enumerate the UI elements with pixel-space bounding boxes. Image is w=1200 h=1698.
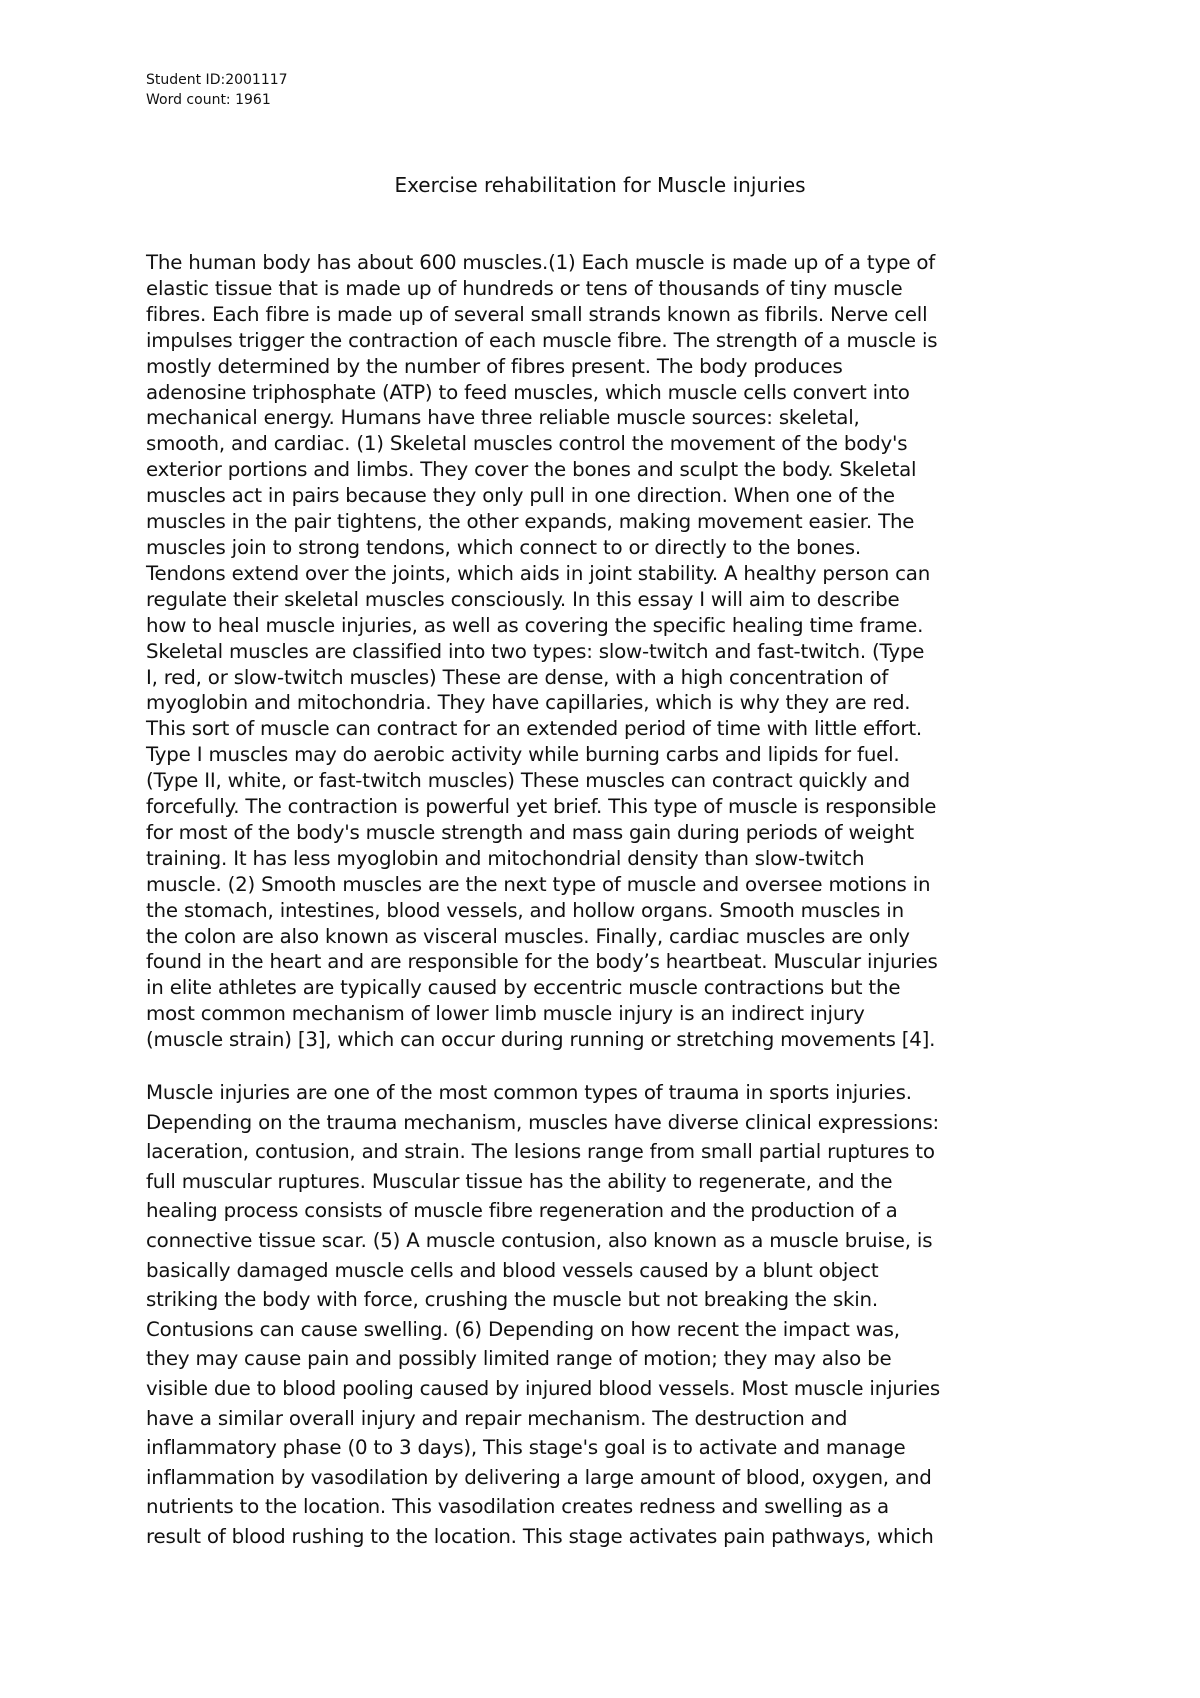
paragraph-line: most common mechanism of lower limb muscle injury is an indirect injury [146, 1002, 865, 1026]
paragraph-line: forcefully. The contraction is powerful yet brief. This type of muscle is responsible [146, 795, 937, 819]
document-title: Exercise rehabilitation for Muscle injuries [394, 173, 806, 197]
paragraph-line: Type I muscles may do aerobic activity while burning carbs and lipids for fuel. [146, 743, 900, 767]
paragraph-line: adenosine triphosphate (ATP) to feed muscles, which muscle cells convert into [146, 380, 910, 404]
paragraph-line: fibres. Each fibre is made up of several small strands known as fibrils. Nerve cell [146, 302, 928, 326]
paragraph-line: result of blood rushing to the location. This stage activates pain pathways, which [146, 1524, 934, 1548]
paragraph-line: inflammatory phase (0 to 3 days), This stage's goal is to activate and manage [146, 1436, 906, 1460]
paragraph-line: the colon are also known as visceral muscles. Finally, cardiac muscles are only [146, 924, 910, 948]
paragraph-line: Depending on the trauma mechanism, muscles have diverse clinical expressions: [146, 1110, 940, 1134]
paragraph-line: Contusions can cause swelling. (6) Depending on how recent the impact was, [146, 1317, 900, 1341]
paragraph-line: The human body has about 600 muscles.(1) Each muscle is made up of a type of [146, 251, 936, 274]
paragraph-line: exterior portions and limbs. They cover the bones and sculpt the body. Skeletal [146, 458, 917, 482]
paragraph-line: mechanical energy. Humans have three reliable muscle sources: skeletal, [146, 406, 860, 430]
student-id: Student ID:2001117 [146, 72, 288, 88]
document-header [146, 70, 288, 110]
paragraph-line: healing process consists of muscle fibre regeneration and the production of a [146, 1199, 898, 1223]
paragraph-line: muscles in the pair tightens, the other expands, making movement easier. The [146, 510, 915, 534]
paragraph-line: Skeletal muscles are classified into two types: slow-twitch and fast-twitch. (Type [146, 639, 925, 663]
paragraph-line: have a similar overall injury and repair mechanism. The destruction and [146, 1406, 848, 1430]
paragraph-line: (muscle strain) [3], which can occur during running or stretching movements [4]. [146, 1028, 936, 1052]
paragraph-line: muscles act in pairs because they only pull in one direction. When one of the [146, 484, 895, 508]
paragraph-line: striking the body with force, crushing the muscle but not breaking the skin. [146, 1288, 878, 1312]
paragraph-line: full muscular ruptures. Muscular tissue has the ability to regenerate, and the [146, 1169, 893, 1193]
paragraph-line: I, red, or slow-twitch muscles) These are dense, with a high concentration of [146, 665, 889, 689]
paragraph-line: regulate their skeletal muscles consciously. In this essay I will aim to describe [146, 587, 900, 611]
paragraph-line: the stomach, intestines, blood vessels, and hollow organs. Smooth muscles in [146, 898, 904, 922]
paragraph-line: connective tissue scar. (5) A muscle contusion, also known as a muscle bruise, is [146, 1228, 933, 1252]
paragraph-line: myoglobin and mitochondria. They have capillaries, which is why they are red. [146, 691, 911, 715]
paragraph-line: in elite athletes are typically caused by eccentric muscle contractions but the [146, 976, 901, 1000]
paragraph-line: visible due to blood pooling caused by injured blood vessels. Most muscle injuries [146, 1376, 941, 1400]
paragraph-line: nutrients to the location. This vasodilation creates redness and swelling as a [146, 1495, 889, 1519]
paragraph-line: they may cause pain and possibly limited range of motion; they may also be [146, 1347, 892, 1371]
body-paragraph-1 [146, 250, 1076, 1053]
paragraph-line: Muscle injuries are one of the most common types of trauma in sports injuries. [146, 1081, 912, 1104]
paragraph-line: found in the heart and are responsible for the body’s heartbeat. Muscular injuries [146, 950, 938, 974]
paragraph-line: elastic tissue that is made up of hundreds or tens of thousands of tiny muscle [146, 276, 903, 300]
paragraph-line: laceration, contusion, and strain. The lesions range from small partial ruptures to [146, 1140, 935, 1164]
paragraph-line: inflammation by vasodilation by delivering a large amount of blood, oxygen, and [146, 1465, 932, 1489]
paragraph-line: basically damaged muscle cells and blood vessels caused by a blunt object [146, 1258, 879, 1282]
paragraph-line: how to heal muscle injuries, as well as covering the specific healing time frame. [146, 613, 924, 637]
paragraph-line: This sort of muscle can contract for an extended period of time with little effort. [146, 717, 922, 741]
paragraph-line: impulses trigger the contraction of each muscle fibre. The strength of a muscle is [146, 328, 938, 352]
paragraph-line: (Type II, white, or fast-twitch muscles) These muscles can contract quickly and [146, 769, 910, 793]
paragraph-line: muscle. (2) Smooth muscles are the next type of muscle and oversee motions in [146, 872, 931, 896]
paragraph-line: for most of the body's muscle strength and mass gain during periods of weight [146, 820, 914, 844]
word-count: Word count: 1961 [146, 92, 271, 108]
paragraph-line: smooth, and cardiac. (1) Skeletal muscles control the movement of the body's [146, 432, 908, 456]
body-paragraph-2 [146, 1078, 1076, 1552]
paragraph-line: muscles join to strong tendons, which connect to or directly to the bones. [146, 535, 861, 559]
paragraph-line: mostly determined by the number of fibres present. The body produces [146, 354, 843, 378]
paragraph-line: Tendons extend over the joints, which aids in joint stability. A healthy person can [146, 561, 931, 585]
paragraph-line: training. It has less myoglobin and mitochondrial density than slow-twitch [146, 846, 865, 870]
